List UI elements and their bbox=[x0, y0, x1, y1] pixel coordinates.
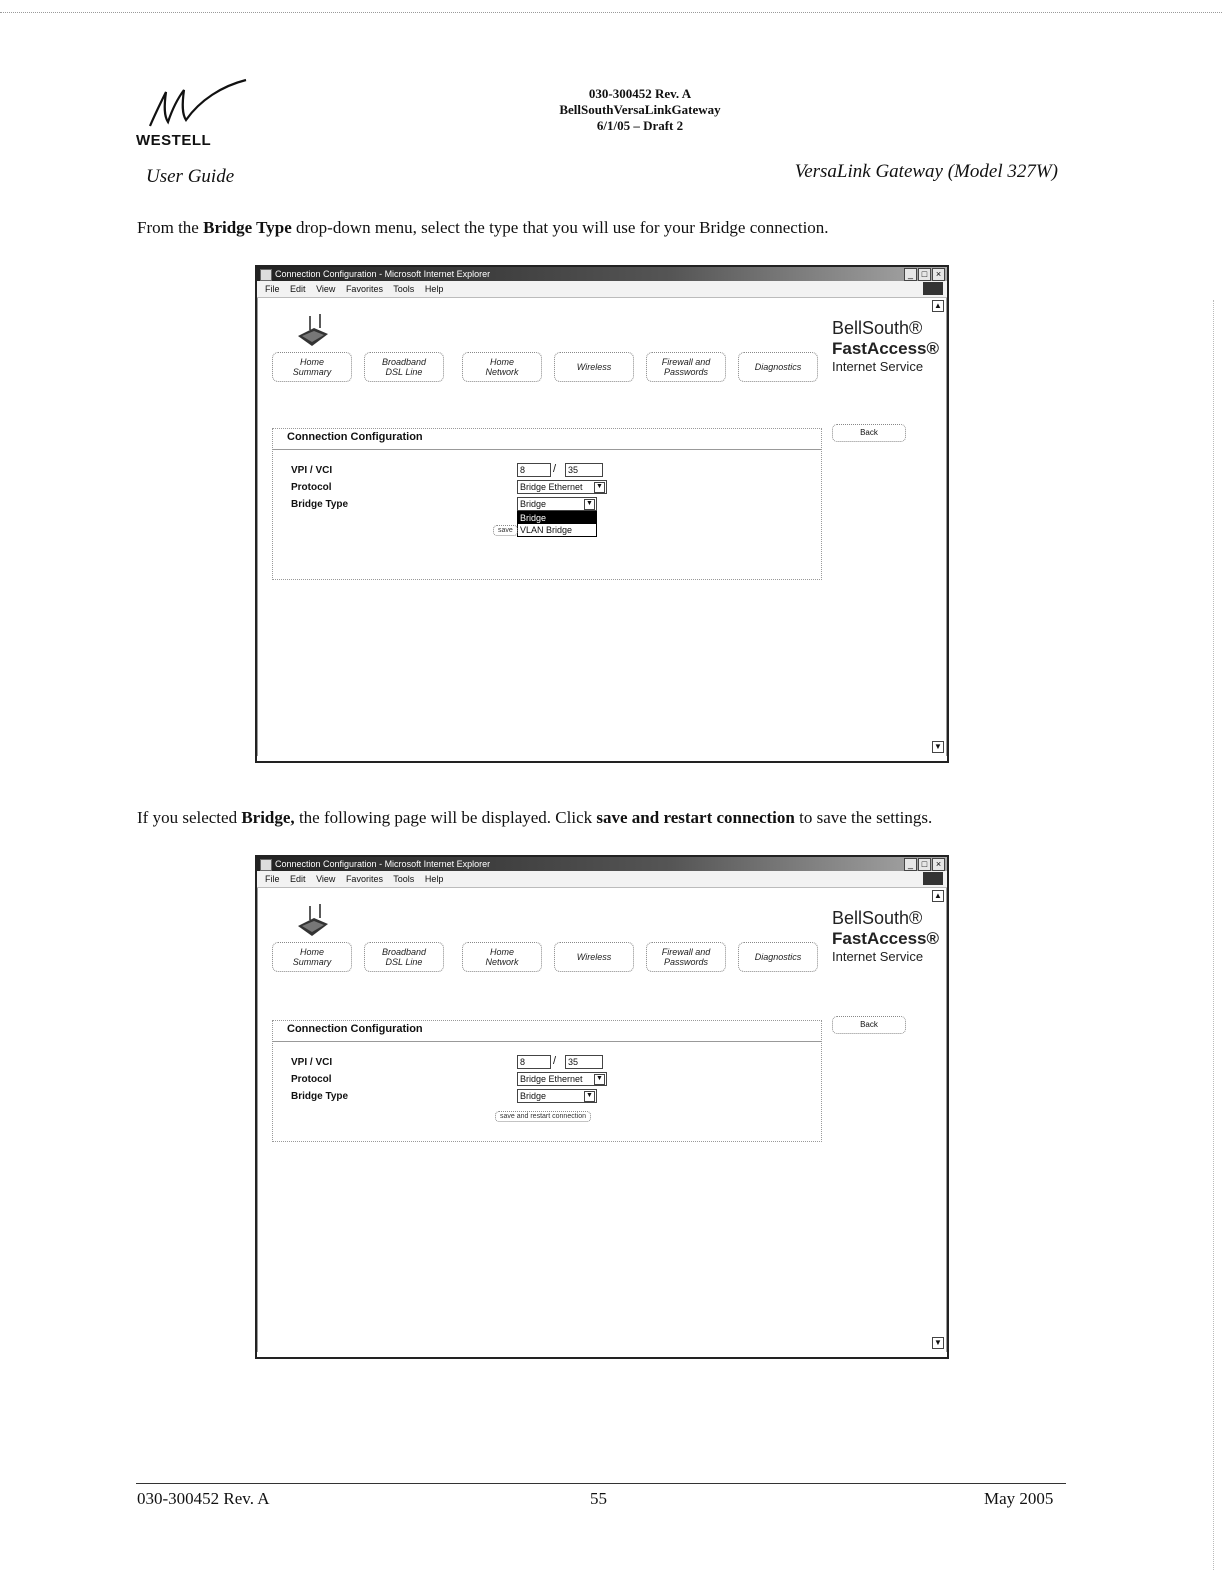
menu-favorites[interactable]: Favorites bbox=[345, 284, 383, 294]
model-title: VersaLink Gateway (Model 327W) bbox=[794, 161, 1058, 182]
para2-text-c: to save the settings. bbox=[794, 808, 933, 827]
top-dotted-rule bbox=[0, 12, 1222, 13]
nav-home-summary[interactable] bbox=[272, 942, 352, 972]
nav-wireless[interactable] bbox=[554, 352, 634, 382]
maximize-icon[interactable]: □ bbox=[918, 858, 931, 871]
bellsouth-logo bbox=[832, 908, 940, 964]
nav-wireless[interactable] bbox=[554, 942, 634, 972]
menu-view[interactable]: View bbox=[316, 284, 336, 294]
save-restart-connection-button[interactable]: save and restart connection bbox=[495, 1111, 591, 1122]
internet-service-text: Internet Service bbox=[832, 359, 924, 374]
bellsouth-text: BellSouth® bbox=[832, 318, 923, 338]
instruction-paragraph-1 bbox=[137, 218, 829, 238]
protocol-select-value: Bridge Ethernet bbox=[520, 1074, 583, 1084]
maximize-icon[interactable]: □ bbox=[918, 268, 931, 281]
router-icon bbox=[296, 904, 330, 938]
para2-bold-2: save and restart connection bbox=[596, 808, 795, 827]
para2-bold-1: Bridge, bbox=[241, 808, 295, 827]
close-icon[interactable]: × bbox=[932, 858, 945, 871]
nav-firewall-passwords[interactable] bbox=[646, 942, 726, 972]
back-button[interactable]: Back bbox=[832, 1016, 906, 1034]
browser-window-2 bbox=[255, 855, 949, 1359]
vpi-vci-separator: / bbox=[553, 463, 557, 475]
bridge-type-label: Bridge Type bbox=[291, 1091, 349, 1102]
right-dotted-rule bbox=[1213, 300, 1214, 1570]
vpi-input[interactable]: 8 bbox=[517, 463, 551, 477]
minimize-icon[interactable]: _ bbox=[904, 858, 917, 871]
doc-date: 6/1/05 – Draft 2 bbox=[596, 118, 684, 133]
footer-date: May 2005 bbox=[984, 1489, 1054, 1508]
user-guide-title: User Guide bbox=[146, 166, 235, 187]
westell-logo bbox=[136, 78, 256, 148]
menu-file[interactable]: File bbox=[265, 284, 280, 294]
fastaccess-text: FastAccess® bbox=[832, 929, 940, 948]
nav-label: Network bbox=[485, 957, 519, 967]
nav-label: DSL Line bbox=[385, 957, 423, 967]
panel-title: Connection Configuration bbox=[287, 1023, 423, 1035]
nav-label: Home bbox=[299, 357, 324, 367]
dropdown-option-vlan-bridge[interactable]: VLAN Bridge bbox=[520, 525, 573, 535]
nav-label: DSL Line bbox=[385, 367, 423, 377]
dropdown-option-bridge[interactable]: Bridge bbox=[518, 512, 596, 524]
ie-throbber-icon bbox=[923, 282, 943, 295]
save-button-partial[interactable]: save bbox=[493, 525, 518, 536]
protocol-select[interactable] bbox=[517, 1072, 607, 1086]
ie-throbber-icon bbox=[923, 872, 943, 885]
browser-title: Connection Configuration - Microsoft Internet Explorer bbox=[275, 269, 491, 279]
menu-edit[interactable]: Edit bbox=[290, 874, 306, 884]
vpi-vci-separator: / bbox=[553, 1055, 557, 1067]
westell-swoosh-icon bbox=[142, 78, 252, 130]
bridge-type-select[interactable] bbox=[517, 497, 597, 511]
main-navigation bbox=[272, 352, 822, 382]
menu-help[interactable]: Help bbox=[424, 874, 444, 884]
nav-label: Wireless bbox=[576, 952, 612, 962]
protocol-label: Protocol bbox=[291, 1074, 332, 1085]
vpi-vci-label: VPI / VCI bbox=[291, 465, 333, 476]
nav-label: Broadband bbox=[381, 357, 427, 367]
nav-label: Broadband bbox=[381, 947, 427, 957]
nav-home-summary[interactable] bbox=[272, 352, 352, 382]
para1-text-a: From the bbox=[137, 218, 204, 237]
window-controls bbox=[904, 268, 945, 281]
nav-label: Diagnostics bbox=[754, 362, 802, 372]
browser-title: Connection Configuration - Microsoft Internet Explorer bbox=[275, 859, 491, 869]
protocol-select-value: Bridge Ethernet bbox=[520, 482, 583, 492]
bridge-type-select-value: Bridge bbox=[520, 1091, 547, 1101]
browser-titlebar bbox=[257, 267, 947, 281]
vci-input[interactable]: 35 bbox=[565, 463, 603, 477]
menu-tools[interactable]: Tools bbox=[393, 874, 415, 884]
window-controls bbox=[904, 858, 945, 871]
scroll-down-icon[interactable]: ▼ bbox=[932, 741, 944, 753]
browser-content-2 bbox=[257, 888, 947, 1352]
nav-label: Passwords bbox=[663, 367, 708, 377]
nav-label: Network bbox=[485, 367, 519, 377]
instruction-paragraph-2 bbox=[137, 808, 932, 828]
main-navigation bbox=[272, 942, 822, 972]
westell-brand-text: WESTELL bbox=[136, 132, 212, 149]
doc-number: 030-300452 Rev. A bbox=[588, 86, 692, 101]
internet-service-text: Internet Service bbox=[832, 949, 924, 964]
panel-title-rule bbox=[273, 1041, 821, 1042]
menu-file[interactable]: File bbox=[265, 874, 280, 884]
scroll-down-icon[interactable]: ▼ bbox=[932, 1337, 944, 1349]
chevron-down-icon: ▼ bbox=[584, 499, 595, 510]
nav-diagnostics[interactable] bbox=[738, 942, 818, 972]
browser-titlebar bbox=[257, 857, 947, 871]
chevron-down-icon: ▼ bbox=[584, 1091, 595, 1102]
nav-firewall-passwords[interactable] bbox=[646, 352, 726, 382]
protocol-select[interactable] bbox=[517, 480, 607, 494]
nav-label: Home bbox=[299, 947, 324, 957]
doc-product: BellSouthVersaLinkGateway bbox=[559, 102, 721, 117]
minimize-icon[interactable]: _ bbox=[904, 268, 917, 281]
bellsouth-logo bbox=[832, 318, 940, 374]
bellsouth-text: BellSouth® bbox=[832, 908, 923, 928]
scroll-up-icon[interactable]: ▲ bbox=[932, 890, 944, 902]
fastaccess-text: FastAccess® bbox=[832, 339, 940, 358]
protocol-label: Protocol bbox=[291, 482, 332, 493]
menu-favorites[interactable]: Favorites bbox=[345, 874, 383, 884]
menu-help[interactable]: Help bbox=[424, 284, 444, 294]
vpi-input[interactable]: 8 bbox=[517, 1055, 551, 1069]
browser-menubar bbox=[257, 871, 947, 888]
document-id-block bbox=[500, 86, 780, 134]
nav-broadband-dsl-line[interactable] bbox=[364, 942, 444, 972]
ie-app-icon bbox=[260, 269, 272, 281]
para2-text-a: If you selected bbox=[137, 808, 242, 827]
router-icon bbox=[296, 314, 330, 348]
footer-rule bbox=[136, 1483, 1066, 1484]
ie-app-icon bbox=[260, 859, 272, 871]
panel-title: Connection Configuration bbox=[287, 431, 423, 443]
page-number: 55 bbox=[590, 1489, 607, 1508]
connection-config-panel bbox=[272, 428, 822, 580]
para1-bold: Bridge Type bbox=[203, 218, 292, 237]
nav-label: Diagnostics bbox=[754, 952, 802, 962]
nav-home-network[interactable] bbox=[462, 942, 542, 972]
connection-config-panel bbox=[272, 1020, 822, 1142]
bridge-type-label: Bridge Type bbox=[291, 499, 349, 510]
para2-text-b: the following page will be displayed. Click bbox=[294, 808, 597, 827]
menu-tools[interactable]: Tools bbox=[393, 284, 415, 294]
chevron-down-icon: ▼ bbox=[594, 482, 605, 493]
vci-input[interactable]: 35 bbox=[565, 1055, 603, 1069]
vpi-vci-label: VPI / VCI bbox=[291, 1057, 333, 1068]
browser-window-1 bbox=[255, 265, 949, 763]
bridge-type-select[interactable] bbox=[517, 1089, 597, 1103]
nav-broadband-dsl-line[interactable] bbox=[364, 352, 444, 382]
nav-diagnostics[interactable] bbox=[738, 352, 818, 382]
scroll-up-icon[interactable]: ▲ bbox=[932, 300, 944, 312]
menu-edit[interactable]: Edit bbox=[290, 284, 306, 294]
back-button[interactable]: Back bbox=[832, 424, 906, 442]
nav-label: Home bbox=[489, 947, 514, 957]
browser-menubar bbox=[257, 281, 947, 298]
nav-label: Summary bbox=[292, 367, 332, 377]
menu-view[interactable]: View bbox=[316, 874, 336, 884]
bridge-type-dropdown[interactable] bbox=[517, 511, 597, 537]
nav-home-network[interactable] bbox=[462, 352, 542, 382]
nav-label: Firewall and bbox=[661, 357, 711, 367]
nav-label: Firewall and bbox=[661, 947, 711, 957]
nav-label: Summary bbox=[292, 957, 332, 967]
nav-label: Passwords bbox=[663, 957, 708, 967]
panel-title-rule bbox=[273, 449, 821, 450]
para1-text-b: drop-down menu, select the type that you will use for your Bridge connection. bbox=[291, 218, 829, 237]
nav-label: Wireless bbox=[576, 362, 612, 372]
footer-doc-number: 030-300452 Rev. A bbox=[137, 1489, 270, 1508]
bridge-type-select-value: Bridge bbox=[520, 499, 547, 509]
close-icon[interactable]: × bbox=[932, 268, 945, 281]
browser-content-1 bbox=[257, 298, 947, 756]
nav-label: Home bbox=[489, 357, 514, 367]
chevron-down-icon: ▼ bbox=[594, 1074, 605, 1085]
